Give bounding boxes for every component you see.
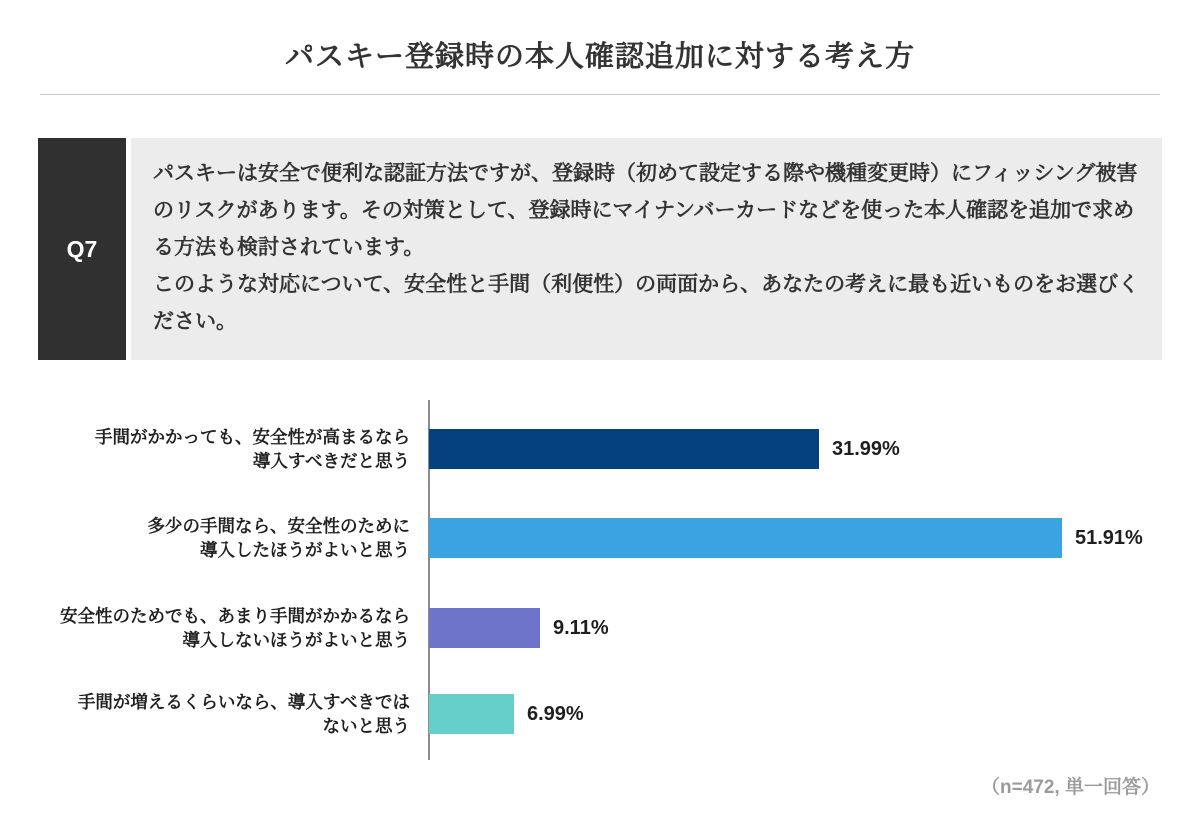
- page-title: パスキー登録時の本人確認追加に対する考え方: [284, 41, 915, 73]
- category-label: [0, 425, 410, 473]
- category-label-line2: ないと思う: [322, 716, 410, 736]
- category-label-line2: 導入しないほうがよいと思う: [182, 630, 410, 650]
- category-label-line1: 手間がかかっても、安全性が高まるなら: [95, 427, 410, 447]
- category-label-line2: 導入すべきだと思う: [252, 451, 410, 471]
- bar-segment: [429, 608, 540, 648]
- category-label: [0, 690, 410, 738]
- chart-row-3: [0, 600, 1170, 656]
- category-label: [0, 604, 410, 652]
- question-paragraph-2: このような対応について、安全性と手間（利便性）の両面から、あなたの考えに最も近いものをお選びください。: [153, 273, 1140, 333]
- category-label-line1: 安全性のためでも、あまり手間がかかるなら: [60, 606, 410, 626]
- category-label-line2: 導入したほうがよいと思う: [200, 540, 410, 560]
- chart-row-1: [0, 421, 1170, 477]
- bar-segment: [429, 694, 514, 734]
- category-label: [0, 514, 410, 562]
- value-label: 6.99%: [527, 702, 584, 725]
- value-label: 9.11%: [553, 616, 609, 639]
- value-label: 51.91%: [1075, 526, 1143, 549]
- question-paragraph-1: パスキーは安全で便利な認証方法ですが、登録時（初めて設定する際や機種変更時）にフィッシング被害のリスクがあります。その対策として、登録時にマイナンバーカードなどを使った本人確認を追加で求める方法も検討されています。: [153, 162, 1138, 259]
- bar-segment: [429, 429, 819, 469]
- value-label: 31.99%: [832, 437, 900, 460]
- question-number-badge: Q7: [38, 138, 126, 360]
- sample-size-note: （n=472, 単一回答）: [981, 777, 1160, 798]
- category-label-line1: 手間が増えるくらいなら、導入すべきでは: [77, 692, 410, 712]
- chart-row-2: [0, 510, 1170, 566]
- category-label-line1: 多少の手間なら、安全性のために: [147, 516, 410, 536]
- bar-segment: [429, 518, 1062, 558]
- chart-row-4: [0, 686, 1170, 742]
